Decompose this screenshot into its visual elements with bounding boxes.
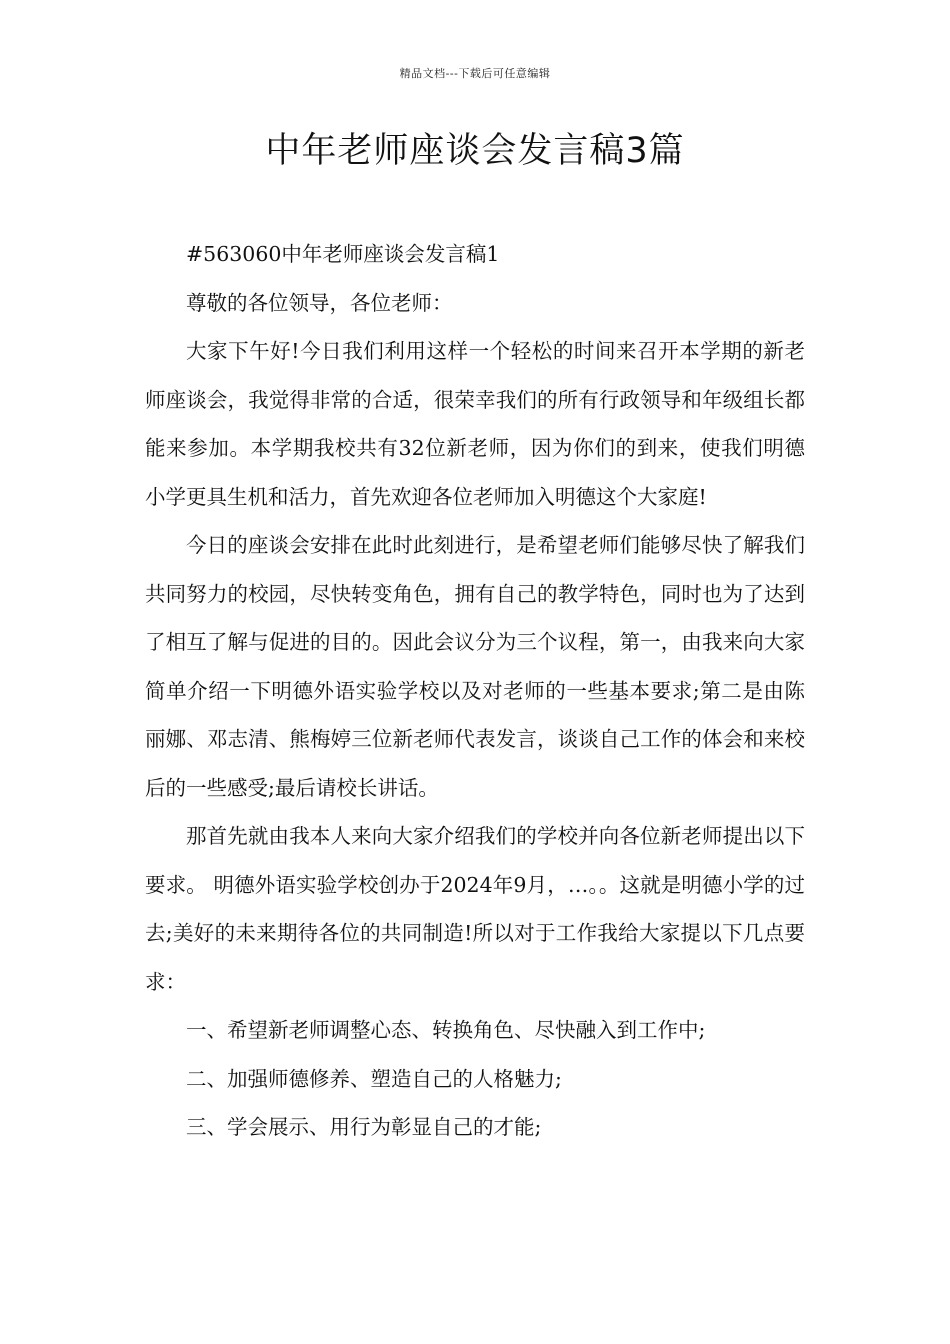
document-title: 中年老师座谈会发言稿3篇 (265, 131, 685, 171)
paragraph-school-intro: 那首先就由我本人来向大家介绍我们的学校并向各位新老师提出以下要求。 明德外语实验学校创办于2024年9月，…。。这就是明德小学的过去;美好的未来期待各位的共同制造!所以对于工作我给大家提以下几点要求： (145, 824, 805, 994)
paragraph-greeting: 大家下午好!今日我们利用这样一个轻松的时间来召开本学期的新老师座谈会，我觉得非常的合适，很荣幸我们的所有行政领导和年级组长都能来参加。本学期我校共有32位新老师，因为你们的到来，使我们明德小学更具生机和活力，首先欢迎各位老师加入明德这个大家庭! (145, 339, 805, 509)
page-header-note: 精品文档---下载后可任意编辑 (399, 67, 551, 80)
list-item-requirement-3: 三、学会展示、用行为彰显自己的才能; (186, 1115, 542, 1139)
paragraph-agenda: 今日的座谈会安排在此时此刻进行，是希望老师们能够尽快了解我们共同努力的校园，尽快转变角色，拥有自己的教学特色，同时也为了达到了相互了解与促进的目的。因此会议分为三个议程，第一，由我来向大家简单介绍一下明德外语实验学校以及对老师的一些基本要求;第二是由陈丽娜、邓志清、熊梅婷三位新老师代表发言，谈谈自己工作的体会和来校后的一些感受;最后请校长讲话。 (145, 533, 805, 800)
list-item-requirement-1: 一、希望新老师调整心态、转换角色、尽快融入到工作中; (186, 1018, 706, 1042)
list-item-requirement-2: 二、加强师德修养、塑造自己的人格魅力; (186, 1066, 562, 1091)
paragraph-section-heading: #563060中年老师座谈会发言稿1 (186, 242, 500, 266)
paragraph-salutation: 尊敬的各位领导，各位老师： (186, 290, 453, 315)
document-body (145, 230, 805, 1152)
